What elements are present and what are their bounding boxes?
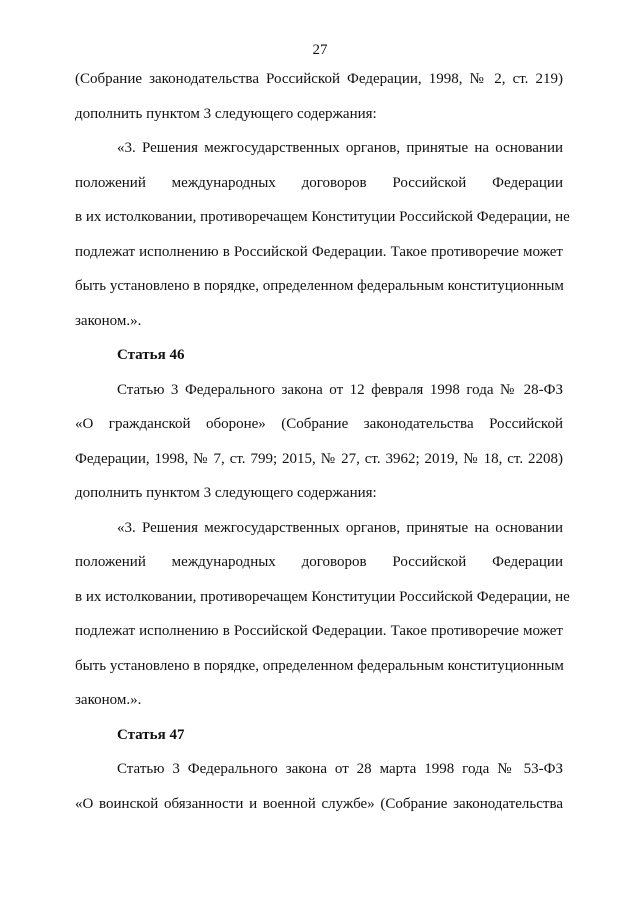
article-heading: Статья 47: [117, 726, 185, 743]
text-line: подлежат исполнению в Российской Федерации. Такое противоречие может: [75, 623, 563, 639]
page-number: 27: [312, 42, 328, 58]
text-line: положений международных договоров Российской Федерации: [75, 174, 563, 191]
text-line: «О гражданской обороне» (Собрание законодательства Российской: [75, 416, 563, 432]
text-line: дополнить пунктом 3 следующего содержания:: [75, 105, 377, 122]
text-line: (Собрание законодательства Российской Федерации, 1998, № 2, ст. 219): [75, 71, 563, 87]
text-line: подлежат исполнению в Российской Федерации. Такое противоречие может: [75, 243, 563, 260]
text-line: «3. Решения межгосударственных органов, принятые на основании: [117, 140, 563, 156]
text-line: положений международных договоров Российской Федерации: [75, 554, 563, 570]
text-line: «3. Решения межгосударственных органов, принятые на основании: [117, 519, 563, 536]
text-line: Статью 3 Федерального закона от 28 марта 1998 года № 53-ФЗ: [117, 761, 563, 777]
article-heading: Статья 46: [117, 347, 185, 363]
text-line: Статью 3 Федерального закона от 12 февраля 1998 года № 28-ФЗ: [117, 381, 563, 398]
text-line: Федерации, 1998, № 7, ст. 799; 2015, № 27, ст. 3962; 2019, № 18, ст. 2208): [75, 450, 563, 467]
text-line: в их истолковании, противоречащем Конституции Российской Федерации, не: [75, 209, 570, 225]
text-line: законом.».: [75, 312, 142, 329]
document-body: [75, 62, 570, 821]
text-line: законом.».: [75, 692, 142, 708]
text-line: дополнить пунктом 3 следующего содержания:: [75, 485, 377, 501]
text-line: быть установлено в порядке, определенном федеральным конституционным: [75, 278, 564, 294]
text-line: «О воинской обязанности и военной службе» (Собрание законодательства: [75, 795, 563, 812]
text-line: в их истолковании, противоречащем Конституции Российской Федерации, не: [75, 588, 570, 605]
text-line: быть установлено в порядке, определенном федеральным конституционным: [75, 657, 564, 674]
